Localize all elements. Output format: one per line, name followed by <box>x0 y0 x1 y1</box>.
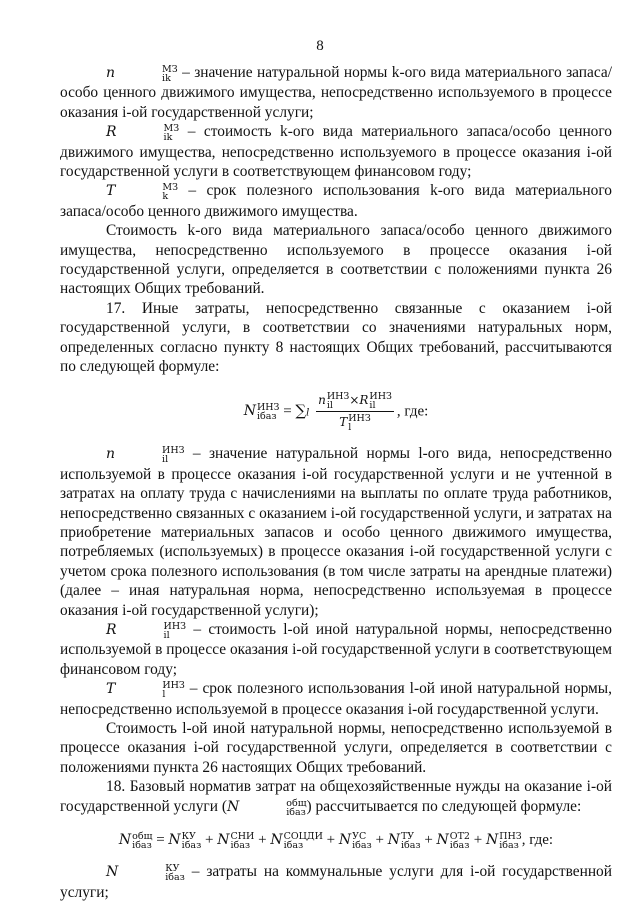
term-sotsdi: N СОЦДИ iбаз <box>270 831 323 852</box>
sum-sign: ∑ <box>295 400 307 419</box>
term-ot2: N ОТ2 iбаз <box>436 831 470 852</box>
term-tu: N ТУ iбаз <box>387 831 421 852</box>
term-sni: N СНИ iбаз <box>217 831 255 852</box>
symbol-t-l-inz: T ИНЗ l <box>106 680 185 701</box>
term-pnz: N ПНЗ iбаз <box>485 831 522 852</box>
formula-obshch: N общ iбаз = N КУ iбаз + N СНИ iбаз + N СОЦДИ iбаз + N УС iбаз + N ТУ iбаз + N ОТ2 iбаз + N ПНЗ iбаз , где: <box>118 831 554 852</box>
formula-inz: N ИНЗ iбаз = ∑l n ИНЗ il ×R ИНЗ il T ИНЗ l , где: <box>243 390 429 433</box>
paragraph-n-inz: n ИНЗ il – значение натуральной нормы l-ого вида, непосредственно используемой в процессе оказания i-ой государственной услуги и не учтенной в затратах на оплату труда с начислениями на выплаты по оплате труда работников, непосредственно связанных с оказанием i-ой государственной услуги, и затратах на приобретение материальных запасов и особо ценного движимого имущества, потребляемых (используемых) в процессе оказания i-ой государственной услуги с учетом срока полезного использования (в том числе затраты на арендные платежи) (далее – иная натуральная норма, непосредственно используемая в процессе оказания i-ой государственной услуги); <box>60 445 612 619</box>
symbol-n-ibaz-inz: N ИНЗ iбаз <box>243 401 280 422</box>
paragraph-18: 18. Базовый норматив затрат на общехозяйственные нужды на оказание i-ой государственной услуги (N общ iбаз ) рассчитывается по следующей формуле: <box>60 778 612 818</box>
symbol-r-il-inz: R ИНЗ il <box>106 620 187 641</box>
document-body <box>60 63 612 902</box>
symbol-n-ibaz-ku: N КУ iбаз <box>106 863 185 884</box>
symbol-n-ibaz-obshch: N общ iбаз <box>227 797 307 818</box>
paragraph-r-inz: R ИНЗ il – стоимость l-ой иной натуральной нормы, непосредственно используемой в процессе оказания i-ой государственной услуги в соответствующем финансовом году; <box>60 620 612 678</box>
paragraph-t-mz: T МЗ k – срок полезного использования k-ого вида материального запаса/особо ценного движимого имущества. <box>60 182 612 220</box>
term-us: N УС iбаз <box>338 831 372 852</box>
paragraph-r-mz: R МЗ ik – стоимость k-ого вида материального запаса/особо ценного движимого имущества, непосредственно используемого в процессе оказания i-ой государственной услуги в соответствующем финансовом году; <box>60 123 612 181</box>
paragraph-cost-inz: Стоимость l-ой иной натуральной нормы, непосредственно используемой в процессе оказания i-ой государственной услуги, определяется в соответствии с положениями пункта 26 настоящих Общих требований. <box>60 720 612 776</box>
term-ku: N КУ iбаз <box>168 831 202 852</box>
paragraph-17: 17. Иные затраты, непосредственно связанные с оказанием i-ой государственной услуги, в соответствии со значениями натуральных норм, определенных согласно пункту 8 настоящих Общих требований, рассчитываются по следующей формуле: <box>60 299 612 376</box>
symbol-n-ik-mz: n МЗ ik <box>106 64 178 84</box>
paragraph-cost-mz: Стоимость k-ого вида материального запаса/особо ценного движимого имущества, непосредственно используемого в процессе оказания i-ой государственной услуги, определяется в соответствии с положениями пункта 26 настоящих Общих требований. <box>60 222 612 298</box>
paragraph-n-ku: N КУ iбаз – затраты на коммунальные услуги для i-ой государственной услуги; <box>60 863 612 901</box>
symbol-t-k-mz: T МЗ k <box>106 182 178 203</box>
page-number: 8 <box>316 38 324 54</box>
symbol-n-il-inz: n ИНЗ il <box>106 445 185 466</box>
symbol-r-ik-mz: R МЗ ik <box>106 123 180 144</box>
term-obshch: N общ iбаз <box>118 831 153 852</box>
paragraph-n-mz: n МЗ ik – значение натуральной нормы k-ого вида материального запаса/особо ценного движимого имущества, непосредственно используемого в процессе оказания i-ой государственной услуги; <box>60 64 612 121</box>
paragraph-t-inz: T ИНЗ l – срок полезного использования l-ой иной натуральной нормы, непосредственно используемой в процессе оказания i-ой государственной услуги. <box>60 680 612 718</box>
fraction: n ИНЗ il ×R ИНЗ il T ИНЗ l <box>318 390 392 433</box>
